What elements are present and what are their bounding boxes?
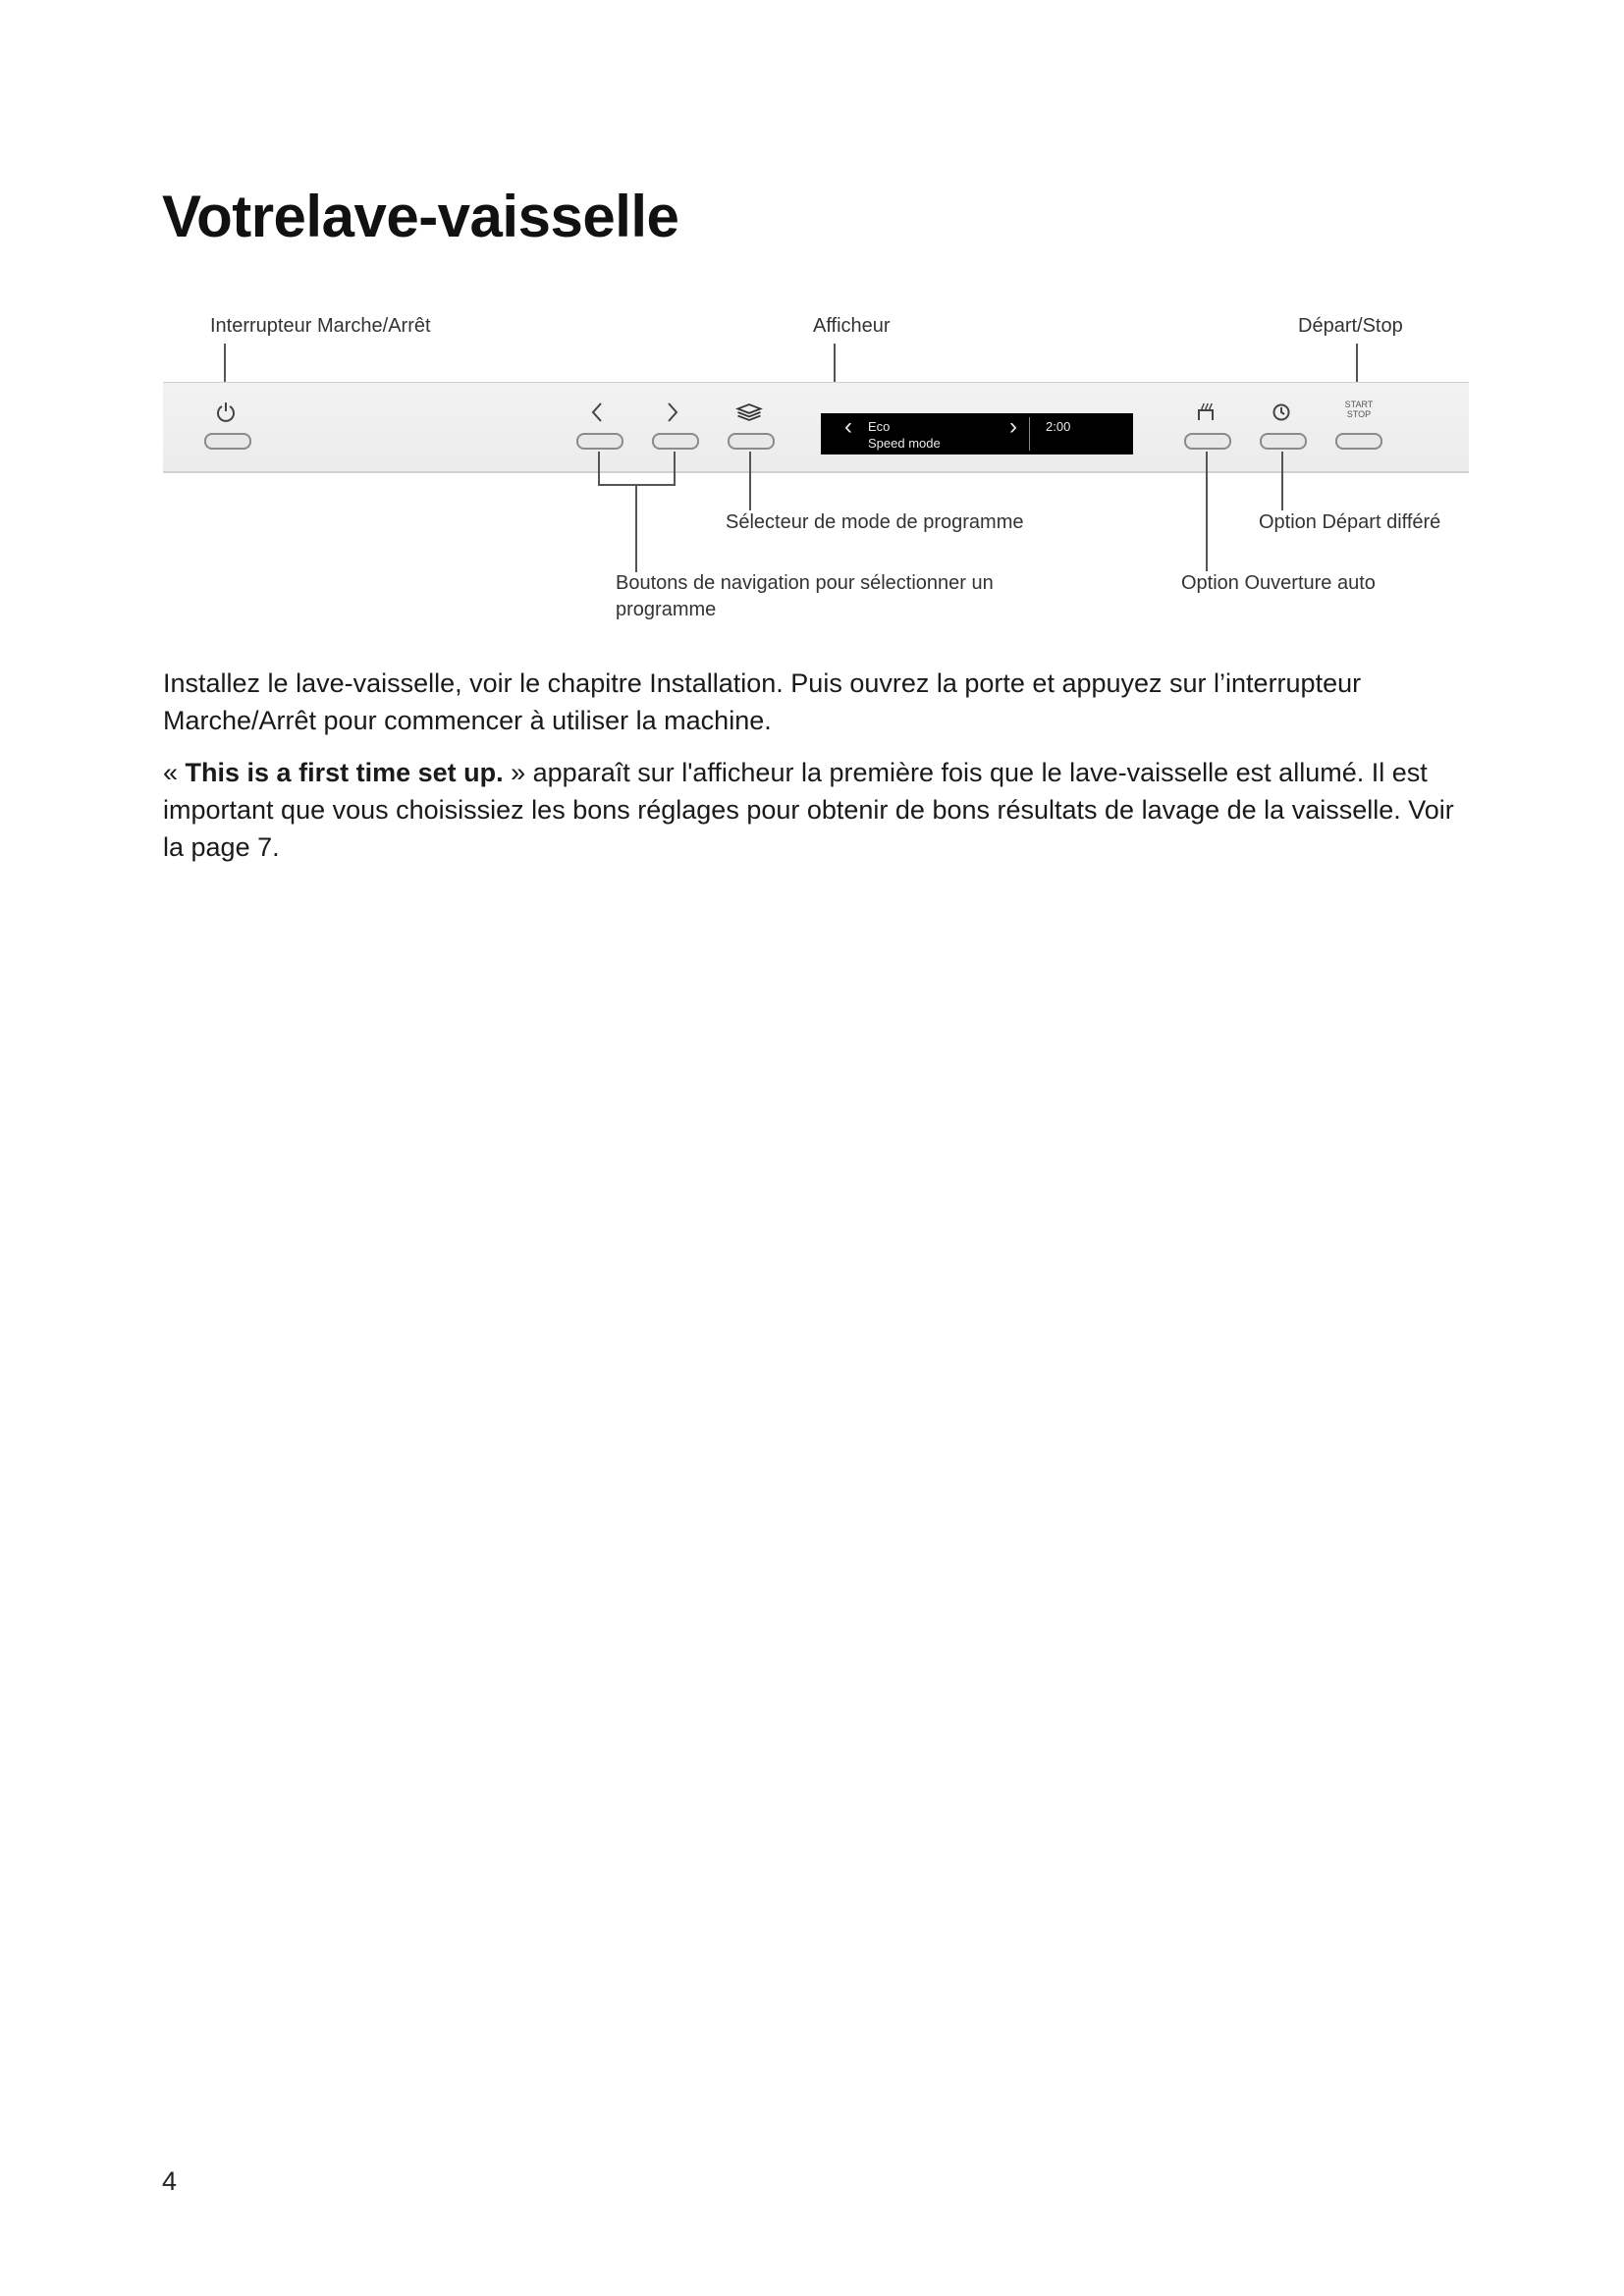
callout-delayed-start: Option Départ différé	[1259, 511, 1441, 533]
leader-delayed-start	[1281, 452, 1283, 510]
chevron-right-icon	[658, 398, 687, 427]
control-panel-diagram	[0, 0, 1624, 687]
display-mode: Speed mode	[868, 436, 941, 451]
display-separator	[1029, 417, 1030, 451]
callout-auto-open: Option Ouverture auto	[1181, 572, 1376, 594]
display-program: Eco	[868, 419, 891, 434]
first-setup-text: » apparaît sur l'afficheur la première fois que le lave-vaisselle est allumé. Il est important que vous choisissiez les bons réglages pour obtenir de bons résultats de lavage de la vaisselle. Voir la page 7.	[163, 758, 1454, 862]
page-number: 4	[162, 2166, 178, 2196]
dishwasher-control-panel	[163, 382, 1469, 473]
program-mode-button[interactable]	[728, 433, 775, 450]
display-time: 2:00	[1046, 419, 1071, 434]
first-setup-message: This is a first time set up.	[185, 758, 504, 787]
display-chevron-right-icon: ›	[1009, 413, 1017, 440]
start-stop-icon	[1339, 400, 1379, 419]
chevron-left-icon	[582, 398, 612, 427]
clock-icon	[1267, 398, 1296, 427]
leader-program-mode	[749, 452, 751, 510]
stop-label-text: STOP	[1346, 409, 1372, 419]
callout-navigation-line2: programme	[616, 599, 717, 620]
start-stop-button[interactable]	[1335, 433, 1382, 450]
callout-program-mode-selector: Sélecteur de mode de programme	[726, 511, 1024, 533]
callout-display: Afficheur	[813, 315, 891, 337]
page-title: Votrelave-vaisselle	[162, 184, 679, 249]
first-setup-open-quote: «	[163, 758, 186, 787]
display-screen	[821, 413, 1133, 454]
power-button[interactable]	[204, 433, 251, 450]
delayed-start-button[interactable]	[1260, 433, 1307, 450]
leader-nav-left	[598, 452, 600, 485]
callout-start-stop: Départ/Stop	[1298, 315, 1403, 337]
navigation-left-button[interactable]	[576, 433, 623, 450]
auto-open-button[interactable]	[1184, 433, 1231, 450]
auto-open-icon	[1191, 398, 1220, 427]
leader-nav-right	[674, 452, 676, 485]
leader-nav-stem	[635, 484, 637, 572]
power-icon	[211, 398, 241, 427]
intro-paragraph: Installez le lave-vaisselle, voir le chapitre Installation. Puis ouvrez la porte et appuyez sur l’interrupteur Marche/Arrêt pour commencer à utiliser la machine.	[163, 668, 1362, 735]
callout-navigation-line1: Boutons de navigation pour sélectionner un	[616, 572, 994, 594]
display-chevron-left-icon: ‹	[844, 413, 852, 440]
program-mode-icon	[734, 398, 764, 427]
navigation-right-button[interactable]	[652, 433, 699, 450]
start-label-text: START	[1344, 400, 1374, 409]
callout-power-switch: Interrupteur Marche/Arrêt	[210, 315, 431, 337]
callout-navigation-buttons	[616, 570, 994, 623]
first-setup-paragraph	[163, 754, 1479, 866]
leader-auto-open	[1206, 452, 1208, 571]
